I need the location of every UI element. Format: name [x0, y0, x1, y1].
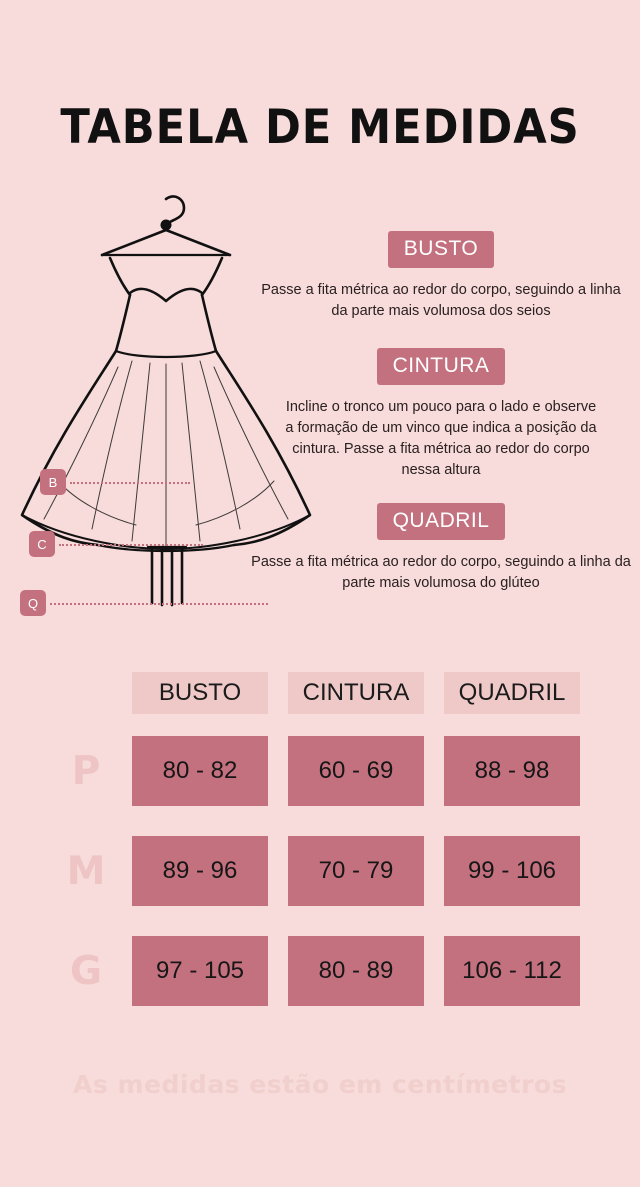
description-block-quadril: [246, 503, 636, 594]
measurements-table: [0, 672, 640, 1036]
column-header-quadril: QUADRIL: [444, 672, 580, 714]
guide-line-busto: [70, 482, 190, 484]
label-quadril: QUADRIL: [377, 503, 506, 540]
footnote: As medidas estão em centímetros: [73, 1070, 567, 1099]
cell-p-busto: 80 - 82: [132, 736, 268, 806]
page-title: TABELA DE MEDIDAS: [60, 100, 580, 155]
label-cintura: CINTURA: [377, 348, 506, 385]
table-row: [0, 736, 640, 806]
marker-busto: B: [40, 469, 66, 495]
description-quadril: Passe a fita métrica ao redor do corpo, seguindo a linha da parte mais volumosa do glúteo: [251, 554, 631, 592]
measurement-guide-section: [0, 181, 640, 611]
size-label-m: M: [66, 848, 106, 894]
table-row: [0, 836, 640, 906]
column-header-cintura: CINTURA: [288, 672, 424, 714]
column-header-busto: BUSTO: [132, 672, 268, 714]
table-row: [0, 936, 640, 1006]
cell-m-quadril: 99 - 106: [444, 836, 580, 906]
cell-g-quadril: 106 - 112: [444, 936, 580, 1006]
cell-p-cintura: 60 - 69: [288, 736, 424, 806]
description-busto: Passe a fita métrica ao redor do corpo, seguindo a linha da parte mais volumosa dos seios: [261, 282, 621, 320]
cell-p-quadril: 88 - 98: [444, 736, 580, 806]
size-label-g: G: [69, 948, 102, 994]
guide-line-quadril: [50, 603, 268, 605]
description-block-busto: [246, 231, 636, 322]
guide-line-cintura: [59, 544, 203, 546]
table-header-row: [0, 672, 640, 714]
cell-m-busto: 89 - 96: [132, 836, 268, 906]
description-block-cintura: [246, 348, 636, 481]
descriptions-column: [246, 231, 636, 594]
size-label-p: P: [71, 748, 101, 794]
marker-quadril: Q: [20, 590, 46, 616]
label-busto: BUSTO: [388, 231, 494, 268]
cell-g-cintura: 80 - 89: [288, 936, 424, 1006]
cell-g-busto: 97 - 105: [132, 936, 268, 1006]
cell-m-cintura: 70 - 79: [288, 836, 424, 906]
marker-cintura: C: [29, 531, 55, 557]
description-cintura: Incline o tronco um pouco para o lado e observe a formação de um vinco que indica a posição da cintura. Passe a fita métrica ao redor do corpo nessa altura: [285, 399, 597, 479]
